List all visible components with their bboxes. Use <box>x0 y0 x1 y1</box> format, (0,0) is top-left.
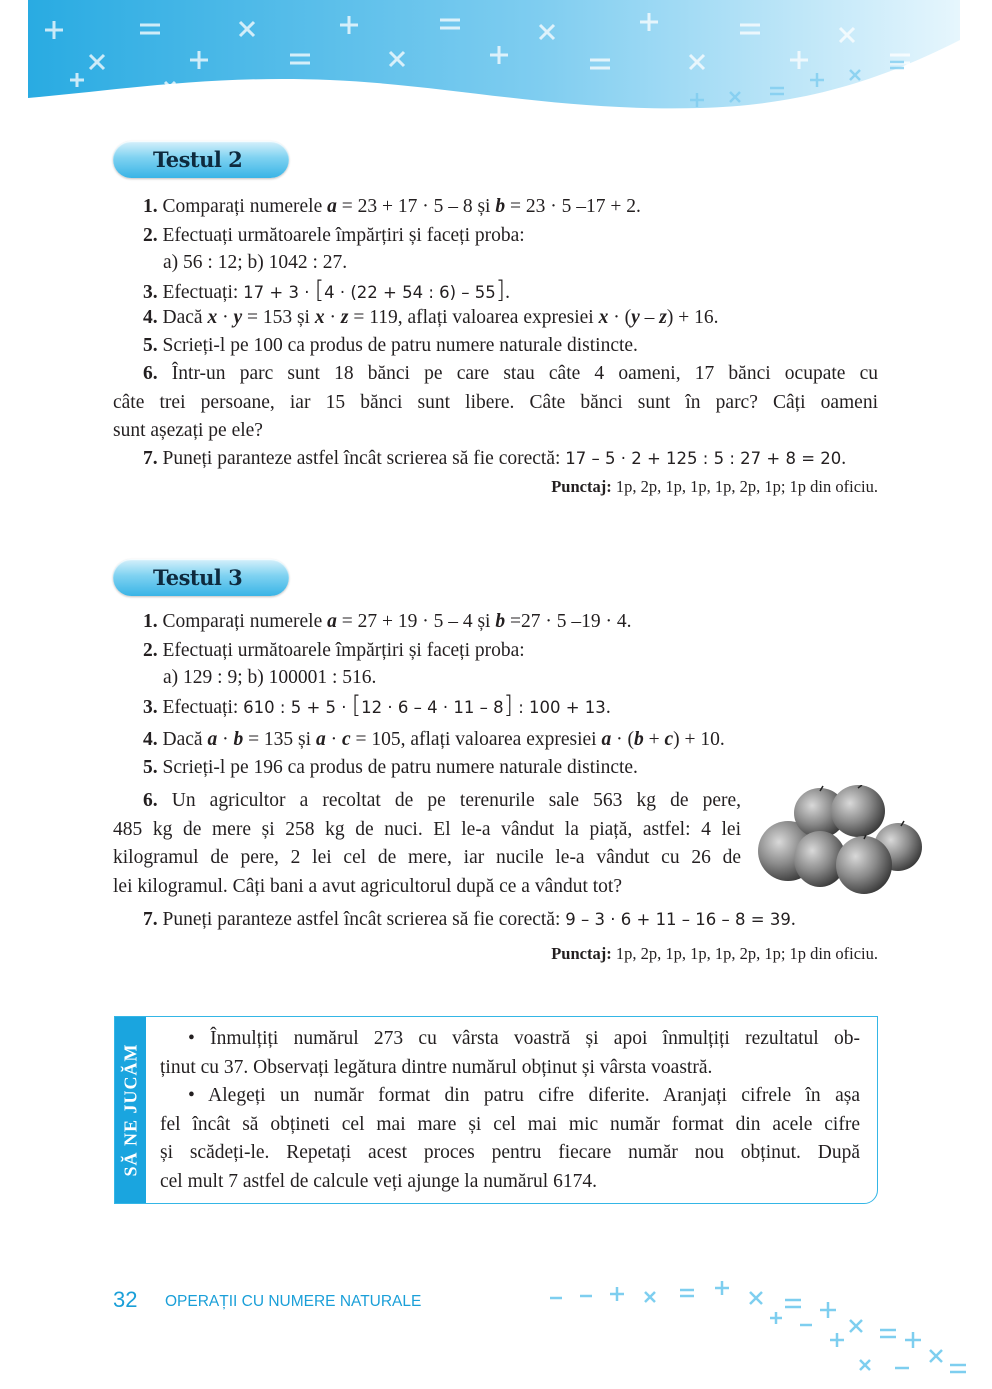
footer-title: OPERAȚII CU NUMERE NATURALE <box>165 1293 422 1310</box>
test2-q4: 4. Dacă x · y = 153 și x · z = 119, aflați valoarea expresiei x · (y – z) + 16. <box>143 307 719 328</box>
test3-q4: 4. Dacă a · b = 135 și a · c = 105, aflați valoarea expresiei a · (b + c) + 10. <box>143 729 725 750</box>
game-box <box>114 1016 878 1204</box>
test3-q2: 2. Efectuați următoarele împărțiri și faceți proba: <box>143 640 525 661</box>
game-text: • Înmulțiți numărul 273 cu vârsta voastră și apoi înmulțiți rezultatul ob- ținut cu 37. Observați legătura dintre numărul obținut și vârsta voastră. • Alegeți un număr format din patru cifre diferite. Aranjați cifrele în așa fel încât să obțineti cel mai mare și cel mai mic număr format din acele cifre și scădeți-le. Repetați acest proces pentru fiecare număr nou obținut. După cel mult 7 astfel de calcule veți ajunge la numărul 6174. <box>160 1028 860 1192</box>
test3-score: Punctaj: 1p, 2p, 1p, 1p, 1p, 2p, 1p; 1p din oficiu. <box>551 944 878 963</box>
test2-title: Testul 2 <box>153 147 243 172</box>
test2-q6: 6. Într-un parc sunt 18 bănci pe care stau câte 4 oameni, 17 bănci ocupate cu câte trei persoane, iar 15 bănci sunt libere. Câte bănci sunt în parc? Câți oameni sunt așezați pe ele? <box>113 363 879 441</box>
test3-q2-sub: a) 129 : 9; b) 100001 : 516. <box>163 667 377 688</box>
test2-score: Punctaj: 1p, 2p, 1p, 1p, 1p, 2p, 1p; 1p din oficiu. <box>551 477 878 496</box>
test3-q3: 3. Efectuați: 610 : 5 + 5 · [12 · 6 – 4 · 11 – 8] : 100 + 13. <box>143 691 611 719</box>
test3-q1: 1. Comparați numerele a = 27 + 19 · 5 – 4 și b =27 · 5 –19 · 4. <box>143 611 632 632</box>
test3-q5: 5. Scrieți-l pe 196 ca produs de patru numere naturale distincte. <box>143 757 638 778</box>
test2-q5: 5. Scrieți-l pe 100 ca produs de patru numere naturale distincte. <box>143 335 638 356</box>
test3-q7: 7. Puneți paranteze astfel încât scrierea să fie corectă: 9 – 3 · 6 + 11 – 16 – 8 = 39. <box>143 909 796 930</box>
game-label: SĂ NE JUCĂM <box>120 1043 140 1177</box>
apples-image <box>754 785 924 897</box>
test3-title-pill <box>113 559 289 596</box>
test2-q3: 3. Efectuați: 17 + 3 · [4 · (22 + 54 : 6) – 55]. <box>143 276 511 304</box>
test3-q6: 6. Un agricultor a recoltat de pe terenurile sale 563 kg de pere, 485 kg de mere și 258 kg de nuci. El le-a vândut la piață, astfel: 4 lei kilogramul de pere, 2 lei cel de mere, iar nucile le-a vândut cu 26 de lei kilogramul. Câți bani a avut agricultorul după ce a vândut tot? <box>113 790 742 897</box>
top-banner <box>0 0 992 130</box>
page-number: 32 <box>113 1287 138 1312</box>
bottom-decoration <box>530 1270 992 1389</box>
test2-q2: 2. Efectuați următoarele împărțiri și faceți proba: <box>143 225 525 246</box>
test2-title-pill <box>113 141 289 178</box>
test2-q2-sub: a) 56 : 12; b) 1042 : 27. <box>163 252 348 273</box>
game-label-bar <box>115 1017 146 1203</box>
test2-q1: 1. Comparați numerele a = 23 + 17 · 5 – 8 și b = 23 · 5 –17 + 2. <box>143 196 641 217</box>
test2-q7: 7. Puneți paranteze astfel încât scrierea să fie corectă: 17 – 5 · 2 + 125 : 5 : 27 + 8 = 20. <box>143 448 847 469</box>
test3-title: Testul 3 <box>153 565 243 590</box>
